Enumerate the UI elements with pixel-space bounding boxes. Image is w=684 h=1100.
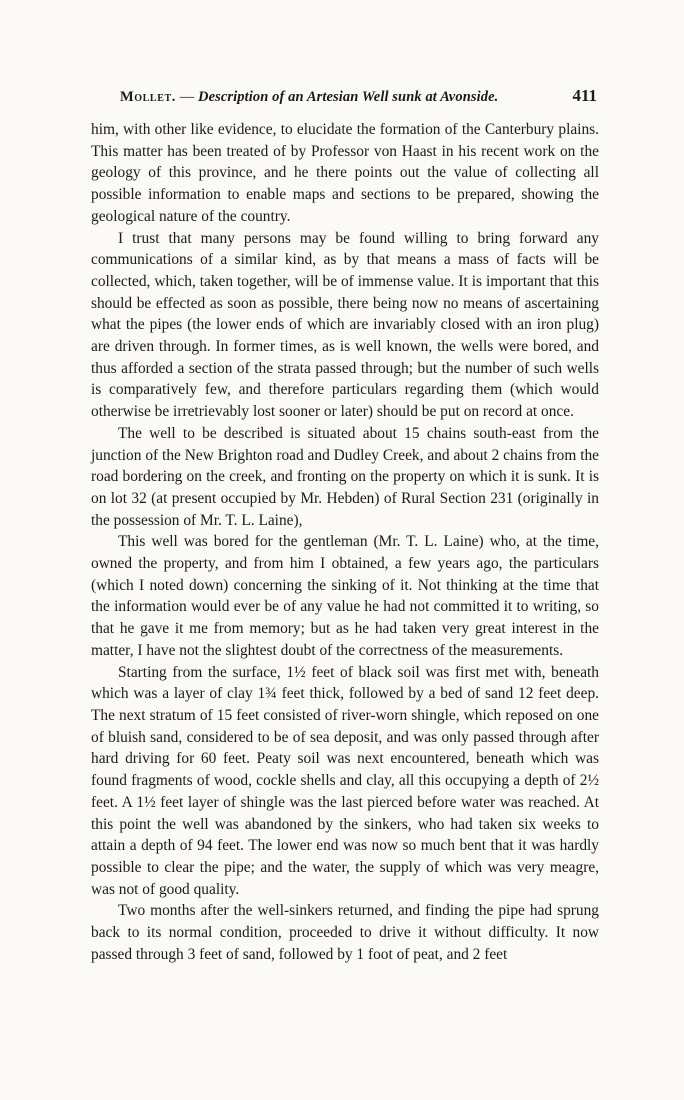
body-text [91, 119, 599, 965]
running-head-description: Description of an Artesian Well sunk at Avonside. [198, 89, 499, 105]
paragraph: The well to be described is situated about 15 chains south-east from the junction of the New Brighton road and Dudley Creek, and about 2 chains from the road bordering on the creek, and fronting on the property on which it is sunk. It is on lot 32 (at present occupied by Mr. Hebden) of Rural Section 231 (originally in the possession of Mr. T. L. Laine), [91, 424, 599, 529]
paragraph: I trust that many persons may be found willing to bring forward any communications of a similar kind, as by that means a mass of facts will be collected, which, taken together, will be of immense value. It is important that this should be effected as soon as possible, there being now no means of ascertaining what the pipes (the lower ends of which are invariably closed with an iron plug) are driven through. In former times, as is well known, the wells were bored, and thus afforded a section of the strata passed through; but the number of such wells is comparatively few, and therefore particulars regarding them (which would otherwise be irretrievably lost sooner or later) should be put on record at once. [91, 229, 599, 421]
paragraph-continuation: him, with other like evidence, to elucidate the formation of the Canterbury plains. This matter has been treated of by Professor von Haast in his recent work on the geology of this province, and he there points out the value of collecting all possible information to enable maps and sections to be prepared, showing the geological nature of the country. [91, 121, 599, 225]
paragraph: This well was bored for the gentleman (Mr. T. L. Laine) who, at the time, owned the property, and from him I obtained, a few years ago, the particulars (which I noted down) concerning the sinking of it. Not thinking at the time that the information would ever be of any value he had not committed it to writing, so that he gave it me from memory; but as he had taken very great interest in the matter, I have not the slightest doubt of the correctness of the measurements. [91, 533, 599, 659]
running-head-dash: — [175, 89, 199, 105]
paragraph: Two months after the well-sinkers returned, and finding the pipe had sprung back to its normal condition, proceeded to drive it without difficulty. It now passed through 3 feet of sand, followed by 1 foot of peat, and 2 feet [91, 902, 599, 963]
running-head-title [120, 89, 498, 106]
paragraph: Starting from the surface, 1½ feet of black soil was first met with, beneath which was a layer of clay 1¾ feet thick, followed by a bed of sand 12 feet deep. The next stratum of 15 feet consisted of river-worn shingle, which reposed on one of bluish sand, considered to be of sea deposit, and was only passed through after hard driving for 60 feet. Peaty soil was next encountered, beneath which was found fragments of wood, cockle shells and clay, all this occupying a depth of 2½ feet. A 1½ feet layer of shingle was the last pierced before water was reached. At this point the well was abandoned by the sinkers, who had taken six weeks to attain a depth of 94 feet. The lower end was now so much bent that it was hardly possible to clear the pipe; and the water, the supply of which was very meagre, was not of good quality. [91, 663, 599, 898]
running-head [92, 86, 597, 110]
running-head-author: Mollet. [120, 89, 176, 105]
page-number: 411 [572, 86, 597, 105]
